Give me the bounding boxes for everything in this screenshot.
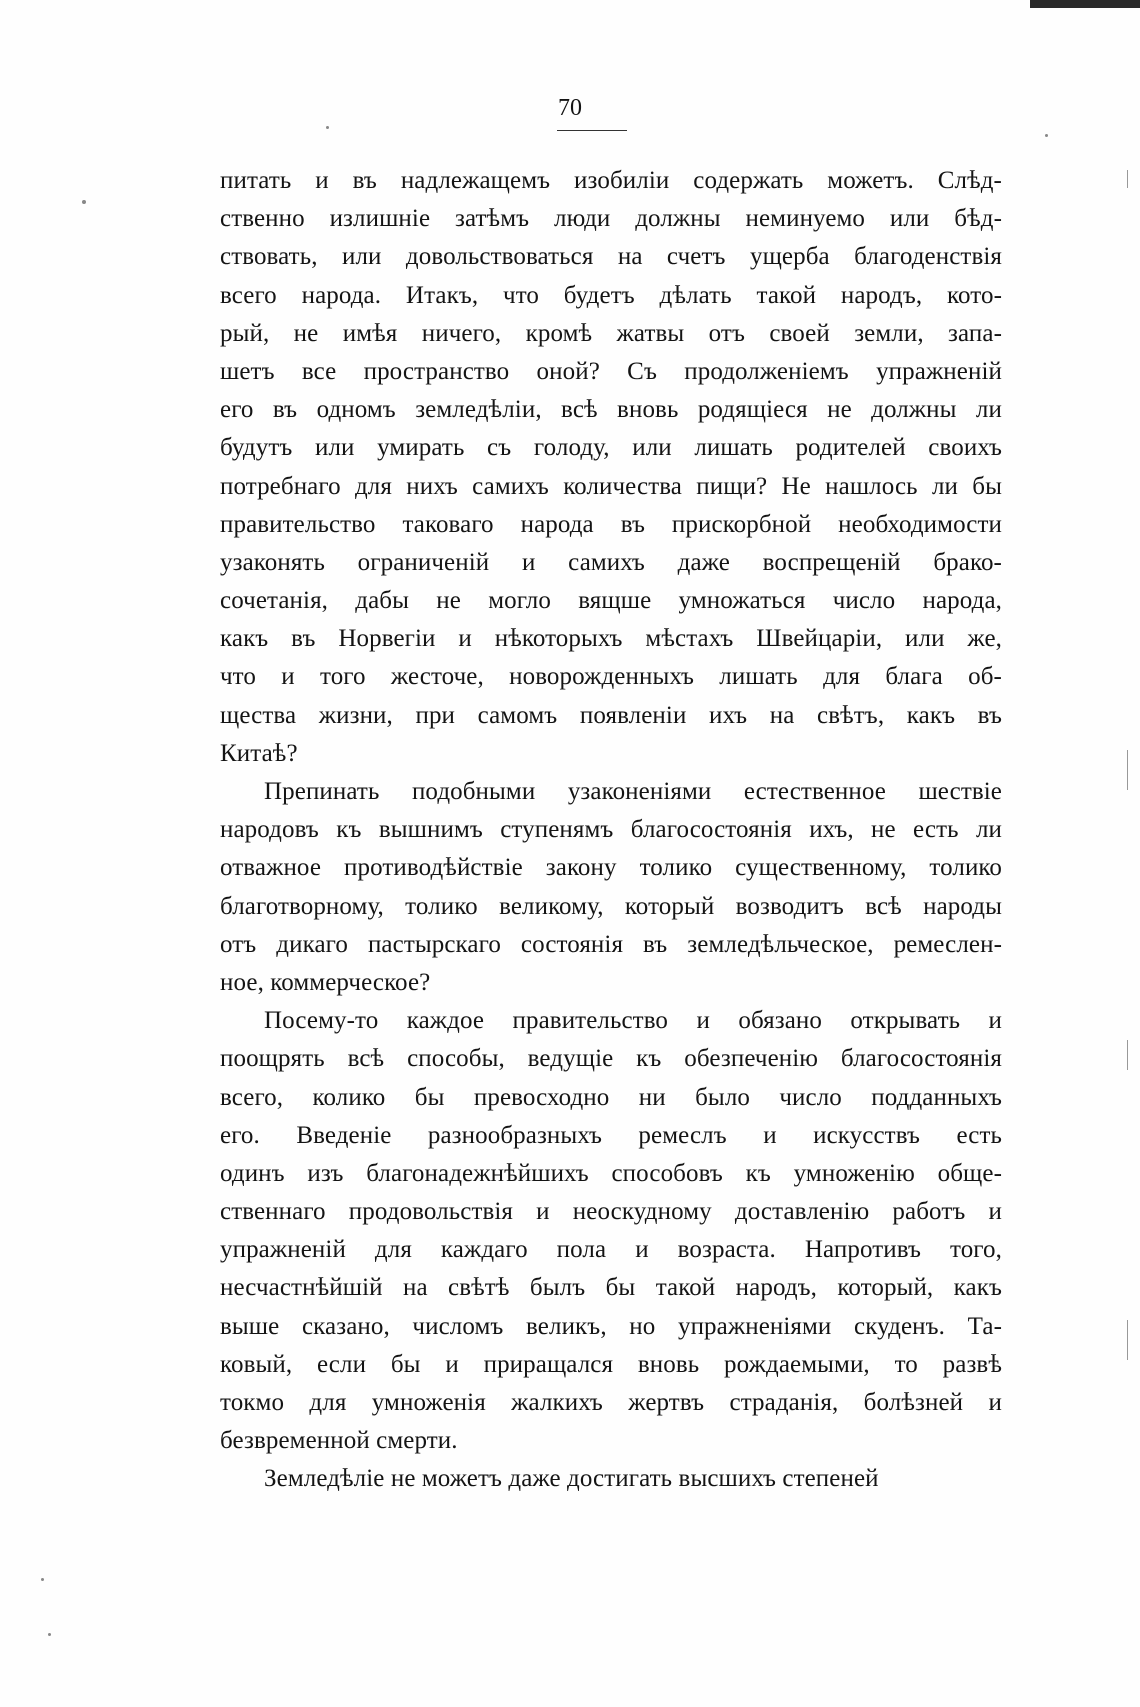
text-line: выше сказано, числомъ великъ, но упражненіями скуденъ. Та-	[220, 1312, 1002, 1340]
text-line: безвременной смерти.	[220, 1427, 458, 1455]
text-line: ственно излишніе затѣмъ люди должны неминуемо или бѣд-	[220, 205, 1002, 233]
page-number: 70	[558, 95, 582, 121]
scan-edge-mark	[1030, 0, 1140, 8]
text-line: отважное противодѣйствіе закону толико существенному, толико	[220, 854, 1002, 882]
text-line: народовъ къ вышнимъ ступенямъ благосостоянія ихъ, не есть ли	[220, 816, 1002, 844]
text-line: будутъ или умирать съ голоду, или лишать родителей своихъ	[220, 434, 1002, 462]
text-line: ствовать, или довольствоваться на счетъ ущерба благоденствія	[220, 243, 1002, 271]
text-line: одинъ изъ благонадежнѣйшихъ способовъ къ умноженію обще-	[220, 1159, 1002, 1187]
text-line: рый, не имѣя ничего, кромѣ жатвы отъ своей земли, запа-	[220, 319, 1002, 347]
text-line: упражненій для каждаго пола и возраста. Напротивъ того,	[220, 1236, 1002, 1264]
text-line: щества жизни, при самомъ появленіи ихъ на свѣтъ, какъ въ	[220, 701, 1002, 729]
text-line: поощрять всѣ способы, ведущіе къ обезпеченію благосостоянія	[220, 1045, 1002, 1073]
text-line: его въ одномъ земледѣліи, всѣ вновь родящіеся не должны ли	[220, 396, 1002, 424]
scan-speck	[82, 200, 86, 204]
scan-speck	[41, 1578, 44, 1581]
scan-edge-tick	[1127, 750, 1128, 790]
scan-speck	[1045, 134, 1048, 137]
scan-edge-tick	[1127, 1040, 1128, 1070]
text-line: ное, коммерческое?	[220, 968, 431, 996]
text-line: правительство таковаго народа въ прискорбной необходимости	[220, 510, 1002, 538]
text-line: какъ въ Норвегіи и нѣкоторыхъ мѣстахъ Швейцаріи, или же,	[220, 625, 1002, 653]
text-line: сочетанія, дабы не могло вящше умножаться число народа,	[220, 587, 1002, 615]
text-line: шетъ все пространство оной? Съ продолженіемъ упражненій	[220, 357, 1002, 385]
body-text	[220, 162, 1002, 1499]
text-line: несчастнѣйшій на свѣтѣ былъ бы такой народъ, который, какъ	[220, 1274, 1002, 1302]
text-line: отъ дикаго пастырскаго состоянія въ земледѣльческое, ремеслен-	[220, 930, 1002, 958]
text-line: узаконять ограниченій и самихъ даже воспрещеній брако-	[220, 548, 1002, 576]
text-line: Посему-то каждое правительство и обязано открывать и	[264, 1007, 1002, 1035]
scan-speck	[326, 126, 329, 129]
text-line: Препинать подобными узаконеніями естественное шествіе	[264, 778, 1002, 805]
scan-edge-tick	[1127, 170, 1128, 188]
text-line: всего, колико бы превосходно ни было число подданныхъ	[220, 1083, 1002, 1111]
scan-speck	[48, 1633, 51, 1636]
text-line: ственнаго продовольствія и неоскудному доставленію работъ и	[220, 1198, 1002, 1226]
text-line: токмо для умноженія жалкихъ жертвъ страданія, болѣзней и	[220, 1389, 1002, 1416]
text-line: потребнаго для нихъ самихъ количества пищи? Не нашлось ли бы	[220, 472, 1002, 500]
text-line: ковый, если бы и приращался вновь рождаемыми, то развѣ	[220, 1350, 1002, 1378]
text-line: всего народа. Итакъ, что будетъ дѣлать такой народъ, кото-	[220, 281, 1002, 309]
text-line: Китаѣ?	[220, 739, 298, 767]
text-line: его. Введеніе разнообразныхъ ремеслъ и искусствъ есть	[220, 1121, 1002, 1149]
text-line: что и того жесточе, новорожденныхъ лишать для блага об-	[220, 663, 1002, 691]
scan-edge-tick	[1127, 1320, 1128, 1360]
text-line: Земледѣліе не можетъ даже достигать высшихъ степеней	[264, 1465, 879, 1493]
text-line: благотворному, толико великому, который возводитъ всѣ народы	[220, 892, 1002, 920]
page-number-underline	[557, 130, 627, 131]
text-line: питать и въ надлежащемъ изобиліи содержать можетъ. Слѣд-	[220, 167, 1002, 194]
